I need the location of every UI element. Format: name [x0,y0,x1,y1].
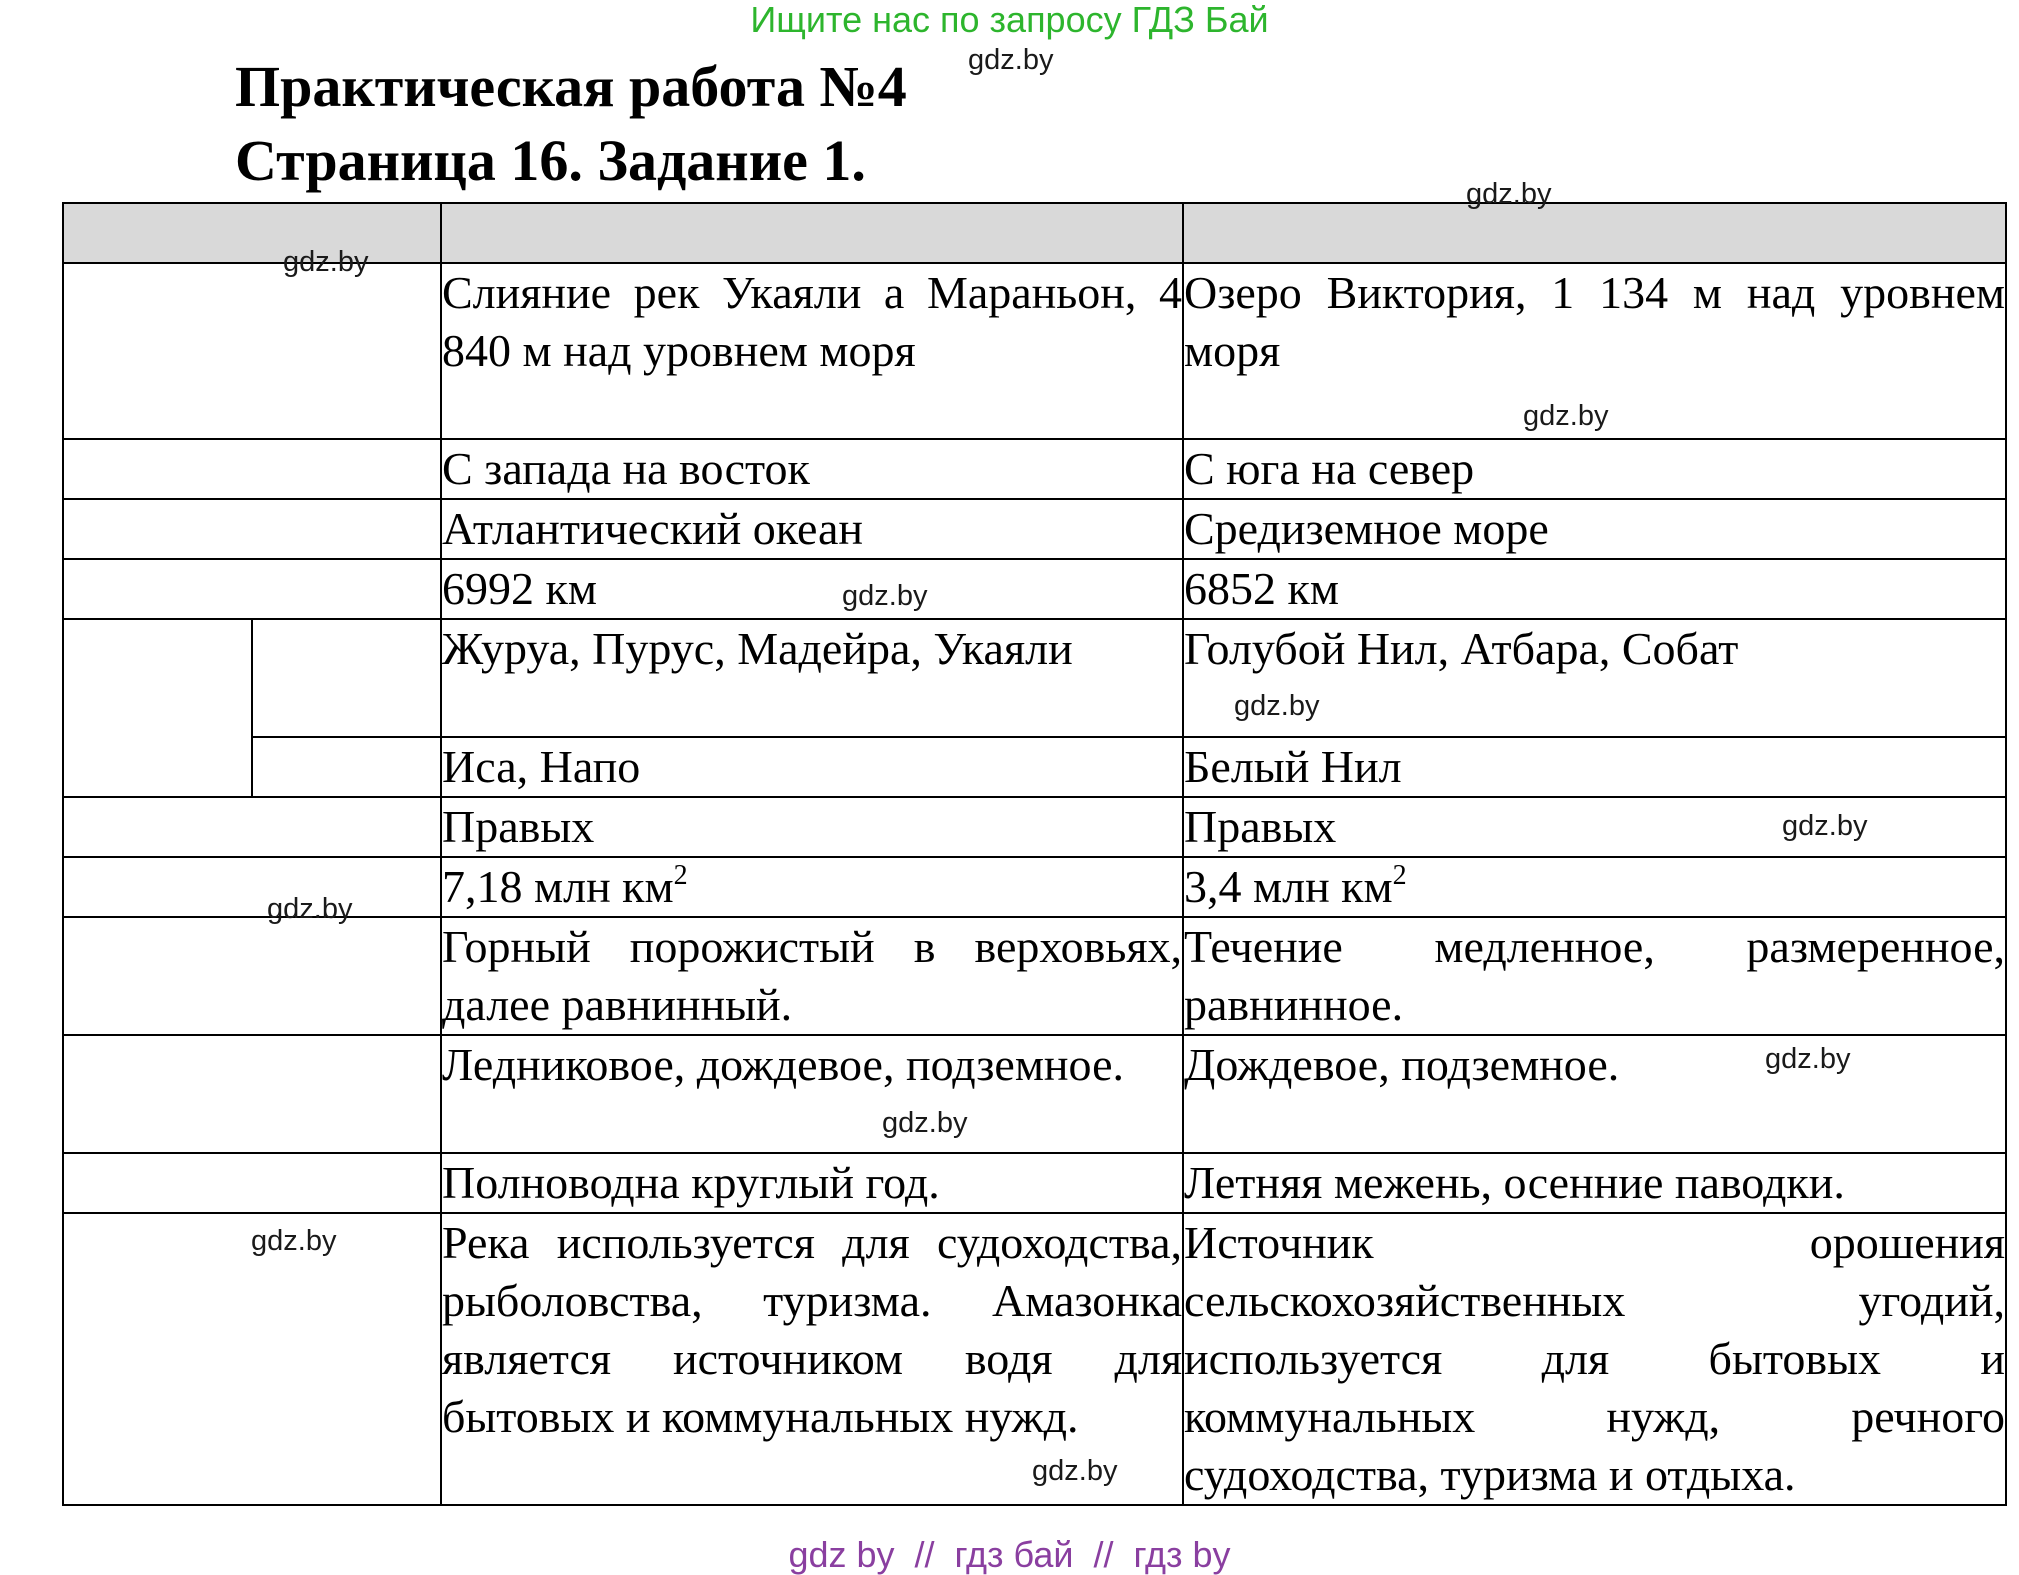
row-label-cell [63,797,441,857]
cell-amazon: Река используется для судоходства, рыболовства, туризма. Амазонка является источником водя для бытовых и коммунальных нужд. [441,1213,1183,1505]
cell-amazon [441,857,1183,917]
cell-nile [1183,857,2006,917]
row-label-cell [63,1035,441,1153]
table-row [63,559,2006,619]
watermark: gdz.by [968,44,1054,76]
watermark: gdz.by [1782,810,1868,842]
header-cell-nile [1183,203,2006,263]
cell-amazon: Полноводна круглый год. [441,1153,1183,1213]
row-label-cell [63,1153,441,1213]
table-row [63,1035,2006,1153]
page-title: Практическая работа №4 [235,54,907,119]
cell-nile: Летняя межень, осенние паводки. [1183,1153,2006,1213]
row-label-cell [63,917,441,1035]
watermark: gdz.by [267,893,353,925]
cell-amazon: Горный порожистый в верховьях, далее равнинный. [441,917,1183,1035]
cell-nile: 6852 км [1183,559,2006,619]
table-row [63,737,2006,797]
watermark: gdz.by [1032,1455,1118,1487]
area-value: 7,18 млн км [442,861,674,912]
header-cell-feature [63,203,441,263]
table-row [63,797,2006,857]
cell-nile: Правых [1183,797,2006,857]
header-cell-amazon [441,203,1183,263]
watermark: gdz.by [1523,400,1609,432]
cell-nile: Белый Нил [1183,737,2006,797]
cell-nile: Источник орошения сельскохозяйственных угодий, используется для бытовых и коммунальных нужд, речного судоходства, туризма и отдыха. [1183,1213,2006,1505]
cell-nile: Озеро Виктория, 1 134 м над уровнем моря [1183,263,2006,439]
answers-table [62,202,2007,1506]
cell-amazon: 6992 км [441,559,1183,619]
footer-links: gdz by // гдз бай // гдз by [788,1534,1231,1575]
area-nile [1184,858,2005,916]
row-label-cell [63,263,441,439]
cell-amazon: Иса, Напо [441,737,1183,797]
cell-amazon: Слияние рек Укаяли а Мараньон, 4 840 м над уровнем моря [441,263,1183,439]
cell-amazon: Ледниковое, дождевое, подземное. [441,1035,1183,1153]
cell-amazon: Правых [441,797,1183,857]
row-group-label-cell [63,619,252,797]
table-row [63,439,2006,499]
page-subtitle: Страница 16. Задание 1. [235,128,866,193]
cell-amazon: С запада на восток [441,439,1183,499]
cell-amazon: Атлантический океан [441,499,1183,559]
row-label-cell [63,439,441,499]
area-unit-exponent: 2 [1392,860,1407,891]
cell-amazon: Журуа, Пурус, Мадейра, Укаяли [441,619,1183,737]
cell-nile: Дождевое, подземное. [1183,1035,2006,1153]
row-sublabel-cell [252,737,441,797]
table-row [63,857,2006,917]
table-row [63,619,2006,737]
area-amazon [442,858,1182,916]
watermark: gdz.by [251,1225,337,1257]
table-row [63,263,2006,439]
cell-nile: Течение медленное, размеренное, равнинное. [1183,917,2006,1035]
watermark: gdz.by [1765,1043,1851,1075]
watermark: gdz.by [1466,178,1552,210]
cell-nile: Средиземное море [1183,499,2006,559]
cell-nile: С юга на север [1183,439,2006,499]
table-row [63,917,2006,1035]
table-row [63,1153,2006,1213]
row-label-cell [63,559,441,619]
cell-nile: Голубой Нил, Атбара, Собат [1183,619,2006,737]
area-unit-exponent: 2 [673,860,688,891]
table-row [63,499,2006,559]
watermark: gdz.by [1234,690,1320,722]
row-label-cell [63,499,441,559]
watermark: gdz.by [882,1107,968,1139]
search-banner: Ищите нас по запросу ГДЗ Бай [750,0,1269,40]
row-sublabel-cell [252,619,441,737]
area-value: 3,4 млн км [1184,861,1393,912]
row-label-cell [63,857,441,917]
watermark: gdz.by [283,246,369,278]
watermark: gdz.by [842,580,928,612]
